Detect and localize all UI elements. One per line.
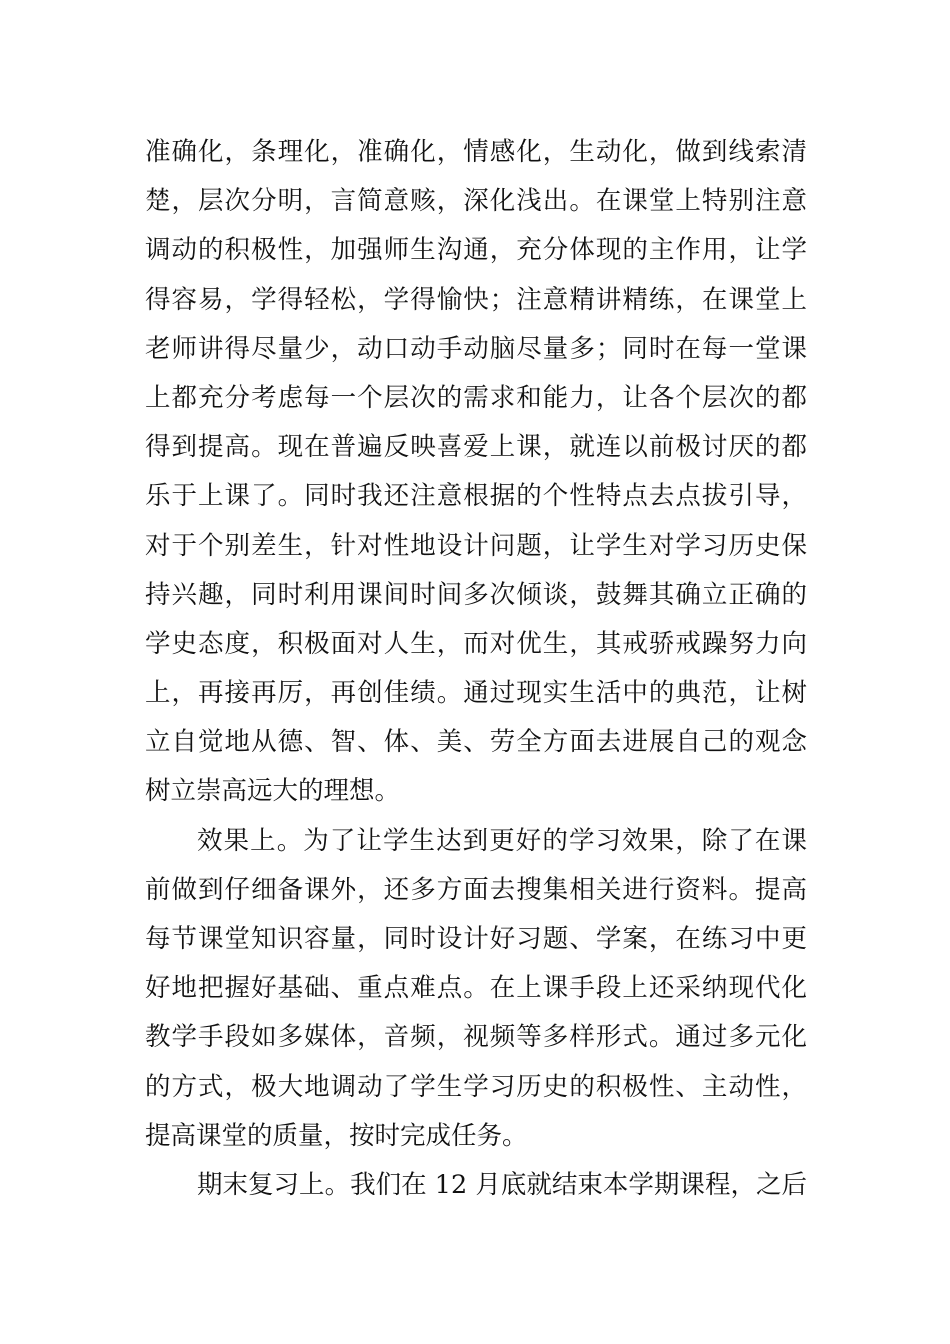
text-line: 立自觉地从德、智、体、美、劳全方面去进展自己的观念 [145,727,807,758]
text-line: 前做到仔细备课外，还多方面去搜集相关进行资料。提高 [145,874,807,905]
text-line: 学史态度，积极面对人生，而对优生，其戒骄戒躁努力向 [145,628,807,659]
text-line: 老师讲得尽量少，动口动手动脑尽量多；同时在每一堂课 [145,333,807,364]
text-line: 上，再接再厉，再创佳绩。通过现实生活中的典范，让树 [145,678,807,709]
text-line: 教学手段如多媒体，音频，视频等多样形式。通过多元化 [145,1022,807,1053]
text-line: 准确化，条理化，准确化，情感化，生动化，做到线索清 [145,137,807,167]
text-line: 效果上。为了让学生达到更好的学习效果，除了在课 [197,825,807,856]
text-line: 提高课堂的质量，按时完成任务。 [145,1120,528,1151]
document-body [145,128,807,1210]
text-line: 持兴趣，同时利用课间时间多次倾谈，鼓舞其确立正确的 [145,579,807,610]
paragraph-2 [145,817,807,1161]
text-line: 对于个别差生，针对性地设计问题，让学生对学习历史保 [145,530,807,561]
text-line: 乐于上课了。同时我还注意根据的个性特点去点拔引导， [145,481,807,512]
text-line: 调动的积极性，加强师生沟通，充分体现的主作用，让学 [145,235,807,266]
text-line: 每节课堂知识容量，同时设计好习题、学案，在练习中更 [145,924,807,954]
text-line: 的方式，极大地调动了学生学习历史的积极性、主动性， [145,1071,807,1102]
text-line: 好地把握好基础、重点难点。在上课手段上还采纳现代化 [145,973,807,1004]
paragraph-1 [145,128,807,817]
text-line: 得容易，学得轻松，学得愉快；注意精讲精练，在课堂上 [145,284,807,315]
text-line: 树立崇高远大的理想。 [145,776,401,807]
text-line: 得到提高。现在普遍反映喜爱上课，就连以前极讨厌的都 [145,432,807,463]
paragraph-3 [145,1161,807,1210]
text-line: 楚，层次分明，言简意赅，深化浅出。在课堂上特别注意 [145,186,807,217]
text-line: 上都充分考虑每一个层次的需求和能力，让各个层次的都 [145,382,807,413]
text-line: 期末复习上。我们在 12 月底就结束本学期课程，之后 [197,1169,807,1200]
